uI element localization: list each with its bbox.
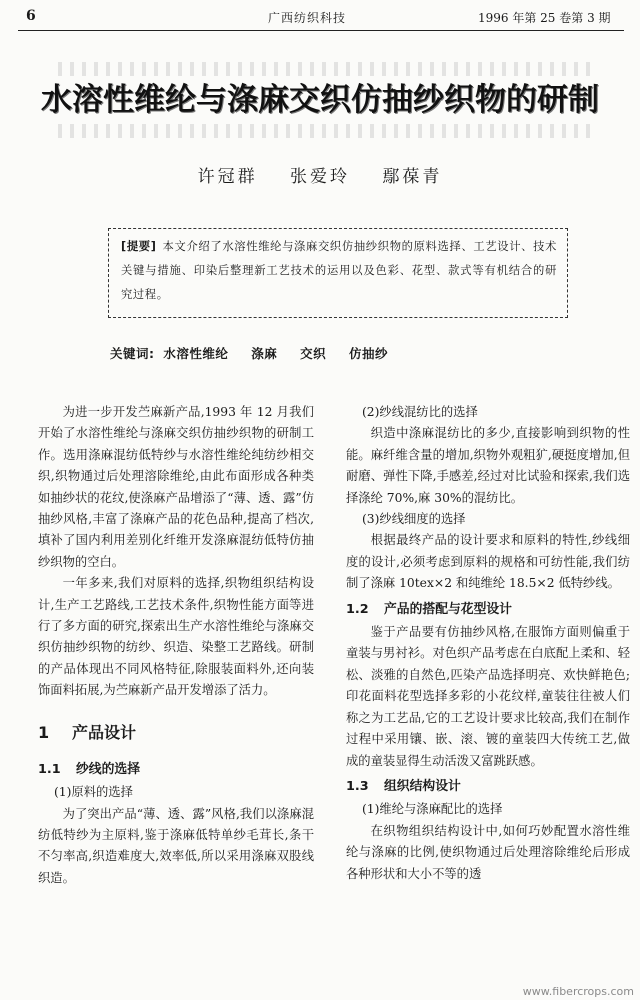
section-number: 1 (38, 722, 50, 742)
keyword: 水溶性维纶 (163, 346, 229, 361)
journal-name: 广西纺织科技 (268, 11, 347, 25)
subsection-number: 1.2 (346, 601, 369, 617)
subsection-title: 纱线的选择 (76, 761, 140, 777)
subsection-number: 1.3 (346, 778, 369, 794)
body-paragraph: 为进一步开发苎麻新产品,1993 年 12 月我们开始了水溶性维纶与涤麻交织仿抽纱织物的研制工作。选用涤麻混纺低特纱与水溶性维纶纯纺纱相交织,织物通过后处理溶除维纶,由此布面形成各种类如抽纱状的花纹,使涤麻产品增添了“薄、透、露”仿抽纱风格,丰富了涤麻产品的花色品种,提高了档次,填补了国内利用差别化纤维开发涤麻混纺低特仿抽纱织物的空白。 (38, 405, 314, 569)
right-column (346, 402, 630, 885)
sub-heading: (3)纱线细度的选择 (361, 512, 466, 527)
watermark: www.fibercrops.com (522, 985, 634, 998)
author-name: 鄢葆青 (382, 167, 443, 187)
abstract-box (108, 228, 568, 318)
keyword: 仿抽纱 (348, 346, 388, 361)
left-column (38, 402, 314, 889)
subsection-heading (346, 599, 630, 620)
author-list (60, 162, 580, 187)
sub-heading: (2)纱线混纺比的选择 (361, 405, 478, 419)
subsection-title: 产品的搭配与花型设计 (384, 601, 512, 617)
subsection-title: 组织结构设计 (384, 778, 461, 794)
issue-info: 1996 年第 25 卷第 3 期 (478, 11, 611, 25)
section-title: 产品设计 (72, 722, 137, 742)
abstract-text: 本文介绍了水溶性维纶与涤麻交织仿抽纱织物的原料选择、工艺设计、技术关键与措施、印染后整理新工艺技术的运用以及色彩、花型、款式等有机结合的研究过程。 (121, 240, 557, 301)
running-header (0, 4, 640, 30)
page-number: 6 (26, 8, 36, 24)
body-paragraph: 织造中涤麻混纺比的多少,直接影响到织物的性能。麻纤维含量的增加,织物外观粗犷,硬挺度增加,但耐磨、弹性下降,手感差,经过对比试验和探索,我们选择涤纶 70%,麻 30%的混纺比。 (346, 426, 630, 505)
section-heading (38, 723, 314, 743)
article-title: 水溶性维纶与涤麻交织仿抽纱织物的研制 (41, 82, 599, 118)
author-name: 许冠群 (197, 167, 258, 187)
header-rule (18, 30, 624, 31)
abstract (121, 235, 557, 307)
sub-heading: (1)原料的选择 (53, 785, 133, 800)
keyword: 交织 (300, 346, 327, 361)
body-paragraph: 鉴于产品要有仿抽纱风格,在服饰方面则偏重于童装与男衬衫。对色织产品考虑在白底配上柔和、轻松、淡雅的自然色,匹染产品选择明亮、欢快鲜艳色;印花面料花型选择多彩的小花纹样,童装往往被人们称之为工艺品,它的工艺设计要求比较高,我们在制作过程中采用镶、嵌、滚、镀的童装四大传统工艺,做成的童装显得生动活泼又富跳跃感。 (346, 625, 630, 768)
keywords (110, 344, 406, 362)
subsection-number: 1.1 (38, 761, 61, 777)
title-decoration-bottom (58, 124, 598, 138)
body-paragraph: 在织物组织结构设计中,如何巧妙配置水溶性维纶与涤麻的比例,使织物通过后处理溶除维纶后形成各种形状和大小不等的透 (346, 823, 630, 881)
body-paragraph: 一年多来,我们对原料的选择,织物组织结构设计,生产工艺路线,工艺技术条件,织物性能方面等进行了多方面的研究,探索出生产水溶性维纶与涤麻交织仿抽纱织物的纺纱、织造、染整工艺路线。研制的产品体现出不同风格特征,除服装面料外,还向装饰面料拓展,为苎麻新产品开发增添了活力。 (38, 576, 314, 698)
sub-heading: (1)维纶与涤麻配比的选择 (361, 802, 503, 817)
body-paragraph: 根据最终产品的设计要求和原料的特性,纱线细度的设计,必须考虑到原料的规格和可纺性能,我们纺制了涤麻 10tex×2 和纯维纶 18.5×2 低特纱线。 (346, 533, 630, 591)
author-name: 张爱玲 (290, 167, 350, 187)
subsection-heading (38, 759, 314, 780)
keywords-label: 关键词: (110, 346, 155, 361)
abstract-label: [提要] (121, 240, 157, 253)
keyword: 涤麻 (251, 346, 278, 361)
body-paragraph: 为了突出产品“薄、透、露”风格,我们以涤麻混纺低特纱为主原料,鉴于涤麻低特单纱毛茸长,条干不匀率高,织造难度大,效率低,所以采用涤麻双股线织造。 (38, 806, 314, 885)
subsection-heading (346, 776, 630, 797)
